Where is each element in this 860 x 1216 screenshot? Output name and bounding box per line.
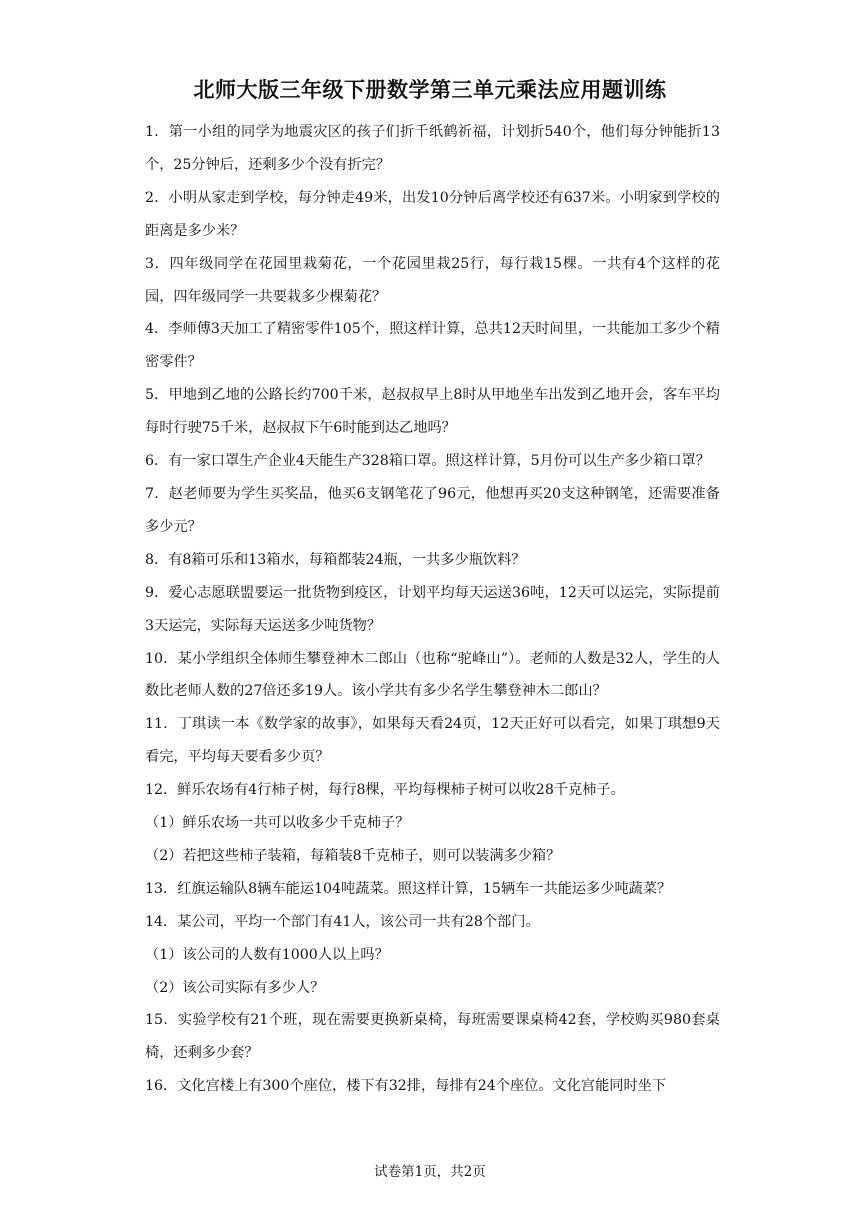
question-15: 15．实验学校有21个班，现在需要更换新桌椅，每班需要课桌椅42套，学校购买980套桌椅，还剩多少套？	[145, 1012, 720, 1062]
question-9: 9．爱心志愿联盟要运一批货物到疫区，计划平均每天运送36吨，12天可以运完，实际提前3天运完，实际每天运送多少吨货物？	[145, 584, 720, 634]
question-7: 7．赵老师要为学生买奖品，他买6支钢笔花了96元，他想再买20支这种钢笔，还需要准备多少元？	[145, 485, 720, 535]
question-8: 8．有8箱可乐和13箱水，每箱都装24瓶，一共多少瓶饮料？	[145, 551, 526, 568]
question-5: 5．甲地到乙地的公路长约700千米，赵叔叔早上8时从甲地坐车出发到乙地开会，客车平均每时行驶75千米，赵叔叔下午6时能到达乙地吗？	[145, 387, 720, 437]
question-10: 10．某小学组织全体师生攀登神木二郎山（也称“驼峰山”）。老师的人数是32人，学生的人数比老师人数的27倍还多19人。该小学共有多少名学生攀登神木二郎山？	[145, 650, 720, 700]
question-13: 13．红旗运输队8辆车能运104吨蔬菜。照这样计算，15辆车一共能运多少吨蔬菜？	[145, 880, 672, 897]
question-list	[145, 116, 720, 1103]
question-12-part-1: （1）鲜乐农场一共可以收多少千克柿子？	[145, 815, 410, 832]
question-6: 6．有一家口罩生产企业4天能生产328箱口罩。照这样计算，5月份可以生产多少箱口罩？	[145, 453, 710, 470]
question-16: 16．文化宫楼上有300个座位，楼下有32排，每排有24个座位。文化宫能同时坐下	[145, 1078, 667, 1095]
question-4: 4．李师傅3天加工了精密零件105个，照这样计算，总共12天时间里，一共能加工多少个精密零件？	[145, 321, 720, 371]
question-12: 12．鲜乐农场有4行柿子树，每行8棵，平均每棵柿子树可以收28千克柿子。	[145, 782, 625, 799]
page-footer: 试卷第1页，共2页	[374, 1164, 486, 1180]
question-14-part-1: （1）该公司的人数有1000人以上吗？	[145, 946, 389, 963]
question-12-part-2: （2）若把这些柿子装箱，每箱装8千克柿子，则可以装满多少箱？	[145, 847, 561, 864]
question-2: 2．小明从家走到学校，每分钟走49米，出发10分钟后离学校还有637米。小明家到学校的距离是多少米？	[145, 189, 720, 239]
question-1: 1．第一小组的同学为地震灾区的孩子们折千纸鹤祈福，计划折540个，他们每分钟能折13个，25分钟后，还剩多少个没有折完？	[145, 124, 720, 173]
question-14-part-2: （2）该公司实际有多少人？	[145, 979, 325, 996]
question-14: 14．某公司，平均一个部门有41人，该公司一共有28个部门。	[145, 913, 540, 930]
question-11: 11．丁琪读一本《数学家的故事》，如果每天看24页，12天正好可以看完，如果丁琪想9天看完，平均每天要看多少页？	[145, 716, 720, 766]
question-3: 3．四年级同学在花园里栽菊花，一个花园里栽25行，每行栽15棵。一共有4个这样的花园，四年级同学一共要栽多少棵菊花？	[145, 255, 720, 305]
page-title: 北师大版三年级下册数学第三单元乘法应用题训练	[193, 78, 667, 102]
